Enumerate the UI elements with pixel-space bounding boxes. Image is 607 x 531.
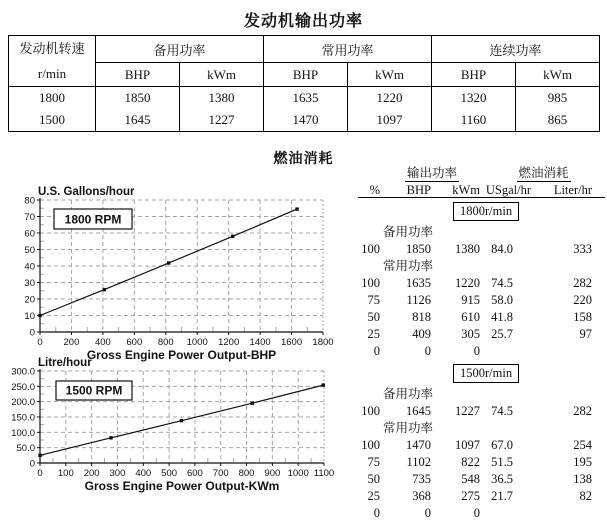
data-point-marker [295,207,298,210]
fuel-chart-1500rpm [10,352,355,500]
x-tick-label: 1000 [287,468,309,479]
fuel-table-cell: 21.7 [491,489,514,503]
fuel-section-title: 燃油消耗 [273,152,334,167]
fuel-table-cell: 610 [461,310,481,324]
fuel-table-cell: 220 [573,293,593,307]
rpm-badge-row [358,198,605,225]
fuel-table-cell: 333 [573,242,593,256]
y-tick-label: 0 [29,458,35,470]
fuel-table-row [358,275,605,292]
spacer-cell [358,420,382,437]
fuel-table-cell: 409 [412,327,431,341]
group-header-fuel-consumption [482,163,605,183]
fuel-table-cell: 100 [361,276,380,290]
power-table-cell: 1097 [348,109,432,132]
x-tick-label: 1100 [313,468,335,479]
y-tick-label: 40 [24,261,35,273]
fuel-table-cell: 0 [373,344,380,358]
fuel-table-cell: 25 [367,489,380,503]
fuel-table-cell: 282 [573,276,593,290]
power-table-cell: 1160 [432,109,516,132]
section-label-row [358,386,605,403]
fuel-table-cell: 0 [424,344,431,358]
fuel-table-row [358,241,605,258]
fuel-table-cell: 275 [461,489,481,503]
page-title: 发动机输出功率 [243,13,363,30]
fuel-table-cell: 36.5 [491,472,514,486]
power-subheader-cell: BHP [432,63,516,87]
engine-speed-unit: r/min [37,66,67,81]
fuel-table-cell: 41.8 [491,310,514,324]
fuel-table-cell: 50 [367,310,380,324]
x-axis-title: Gross Engine Power Output-KWm [84,479,280,493]
fuel-table-cell: 1380 [455,242,481,256]
x-tick-label: 1400 [249,337,271,348]
fuel-table-cell: 1126 [406,293,431,307]
fuel-table-cell: 1220 [455,276,481,290]
rpm-badge: 1500r/min [453,364,519,383]
fuel-table-cell: 100 [361,242,380,256]
power-table-cell: 865 [516,109,600,132]
fuel-table-cell: 67.0 [491,438,514,452]
spacer-cell [482,224,605,241]
fuel-table-cell: 735 [412,472,431,486]
y-tick-label: 80 [24,195,35,207]
spacer-cell [358,386,382,403]
fuel-table-cell: 100 [361,438,380,452]
x-tick-label: 600 [126,337,143,348]
x-tick-label: 600 [186,468,203,479]
spacer-cell [358,224,382,241]
power-table-row [9,87,600,110]
col-header-percent: % [358,183,382,198]
power-subheader-cell: kWm [348,63,432,87]
x-tick-label: 500 [161,468,178,479]
x-tick-label: 800 [238,468,255,479]
x-tick-label: 400 [135,468,152,479]
fuel-table-row [358,343,605,360]
x-tick-label: 400 [94,337,111,348]
power-subheader-cell: kWm [516,63,600,87]
engine-speed-label: 发动机转速 [19,41,85,56]
data-point-marker [322,383,325,386]
fuel-table-cell [482,505,542,522]
fuel-table-cell: 84.0 [491,242,514,256]
fuel-table-cell: 25 [367,327,380,341]
x-tick-label: 1600 [280,337,303,348]
power-table-cell: 1380 [180,87,264,110]
fuel-table-cell: 368 [412,489,431,503]
data-point-marker [251,402,254,405]
group-header-output-power-label: 输出功率 [407,166,458,180]
fuel-table-cell: 25.7 [491,327,514,341]
fuel-table-cell: 0 [473,506,481,520]
x-tick-label: 0 [37,337,43,348]
section-label-row [358,420,605,437]
col-header-bhp: BHP [382,183,434,198]
fuel-table-row [358,488,605,505]
data-point-marker [38,454,41,457]
power-table-cell: 1470 [264,109,348,132]
group-header-fuel-consumption-label: 燃油消耗 [518,166,569,180]
fuel-table-row [358,437,605,454]
group-header-output-power [382,163,482,183]
power-subheader-cell: BHP [96,63,180,87]
fuel-table-cell: 1097 [455,438,481,452]
x-tick-label: 1000 [186,337,208,348]
x-tick-label: 200 [63,337,80,348]
y-tick-label: 10 [24,311,35,322]
power-table-cell: 1320 [432,87,516,110]
fuel-table-row [358,326,605,343]
x-tick-label: 300 [109,468,126,479]
spacer-cell [482,258,605,275]
power-subheader-cell: kWm [180,63,264,87]
fuel-table-row [358,292,605,309]
y-tick-label: 60 [24,228,35,240]
fuel-table-row [358,505,605,522]
rpm-badge-label: 1800 RPM [64,212,122,227]
section-label-row [358,224,605,241]
fuel-table-cell: 138 [573,472,593,486]
fuel-table-cell: 195 [573,455,593,469]
fuel-table-cell: 74.5 [491,276,514,290]
y-tick-label: 70 [24,212,35,223]
fuel-table-cell: 1227 [455,404,481,418]
fuel-table-cell: 58.0 [491,293,514,307]
spacer-cell [482,386,605,403]
x-tick-label: 700 [212,468,229,479]
y-tick-label: 300.0 [11,366,35,378]
fuel-consumption-table [358,163,605,522]
power-table-cell: 1645 [96,109,180,132]
power-category-label: 常用功率 [383,421,434,435]
rpm-badge-row [358,360,605,386]
y-tick-label: 50.0 [16,443,35,455]
y-tick-label: 50 [24,245,35,256]
fuel-table-cell: 818 [412,310,431,324]
spacer-cell [482,420,605,437]
fuel-table-cell: 51.5 [491,455,514,469]
x-tick-label: 0 [37,468,43,479]
fuel-table-cell: 0 [473,344,481,358]
fuel-table-cell: 1645 [406,404,431,418]
fuel-table-cell [542,343,605,360]
col-header-liter: Liter/hr [542,183,605,198]
fuel-table-cell: 305 [461,327,481,341]
fuel-table-row [358,454,605,471]
col-header-prime-power: 常用功率 [264,36,432,63]
fuel-table-cell: 282 [573,404,593,418]
fuel-table-cell: 1470 [406,438,431,452]
fuel-table-cell: 822 [461,455,481,469]
col-header-kwm: kWm [434,183,482,198]
fuel-table-cell: 254 [573,438,593,452]
y-tick-label: 250.0 [11,381,35,393]
col-header-usgal: USgal/hr [482,183,542,198]
fuel-table-cell: 50 [367,472,380,486]
fuel-table-cell: 75 [367,455,380,469]
section-label-row [358,258,605,275]
data-point-marker [103,288,106,291]
spacer-cell [358,258,382,275]
power-table-cell: 1220 [348,87,432,110]
fuel-table-cell: 0 [373,506,380,520]
y-tick-label: 30 [24,278,35,289]
fuel-table-cell: 915 [461,293,481,307]
fuel-table-cell: 0 [424,506,431,520]
fuel-table-cell: 82 [579,489,593,503]
data-point-marker [167,261,170,264]
fuel-table-cell: 74.5 [491,404,514,418]
x-axis-title: Gross Engine Power Output-BHP [86,348,277,362]
x-tick-label: 800 [157,337,174,348]
x-tick-label: 1800 [312,337,334,348]
y-tick-label: 0 [29,327,35,339]
fuel-table-cell: 75 [367,293,380,307]
fuel-table-cell: 1850 [406,242,431,256]
rpm-badge-cell [358,198,605,225]
col-header-standby-power: 备用功率 [96,36,264,63]
power-table-row [9,109,600,132]
rpm-badge: 1800r/min [453,202,519,221]
data-point-marker [231,235,234,238]
y-tick-label: 200.0 [11,397,35,409]
power-table-cell: 1850 [96,87,180,110]
data-point-marker [180,419,183,422]
data-point-marker [109,436,112,439]
x-tick-label: 900 [264,468,281,479]
fuel-table-row [358,309,605,326]
y-tick-label: 100.0 [11,427,35,439]
power-table-cell: 1800 [9,87,96,110]
fuel-table-cell: 158 [573,310,593,324]
y-axis-title: Litre/hour [38,357,92,369]
fuel-table-cell: 548 [461,472,481,486]
rpm-badge-label: 1500 RPM [65,383,123,398]
power-table-cell: 985 [516,87,600,110]
power-table-cell: 1227 [180,109,264,132]
col-header-continuous-power: 连续功率 [432,36,600,63]
fuel-table-cell: 100 [361,404,380,418]
y-tick-label: 20 [24,294,35,306]
fuel-table-cell [542,505,605,522]
fuel-table-cell: 97 [579,327,593,341]
fuel-table-cell [482,343,542,360]
fuel-table-row [358,471,605,488]
x-tick-label: 1200 [218,337,240,348]
power-category-label: 备用功率 [383,225,434,239]
x-tick-label: 200 [83,468,100,479]
col-header-engine-speed [9,36,96,87]
x-tick-label: 100 [57,468,74,479]
fuel-table-cell: 1635 [406,276,431,290]
spacer-cell [358,163,382,183]
power-table-cell: 1635 [264,87,348,110]
engine-power-table [8,35,600,132]
power-subheader-cell: BHP [264,63,348,87]
fuel-table-row [358,403,605,420]
power-table-cell: 1500 [9,109,96,132]
y-axis-title: U.S. Gallons/hour [38,186,135,198]
fuel-table-cell: 1102 [406,455,431,469]
fuel-chart-1800rpm [10,185,355,362]
rpm-badge-cell [358,360,605,386]
y-tick-label: 150.0 [11,412,35,424]
data-point-marker [38,314,41,317]
power-category-label: 备用功率 [383,387,434,401]
power-category-label: 常用功率 [383,259,434,273]
